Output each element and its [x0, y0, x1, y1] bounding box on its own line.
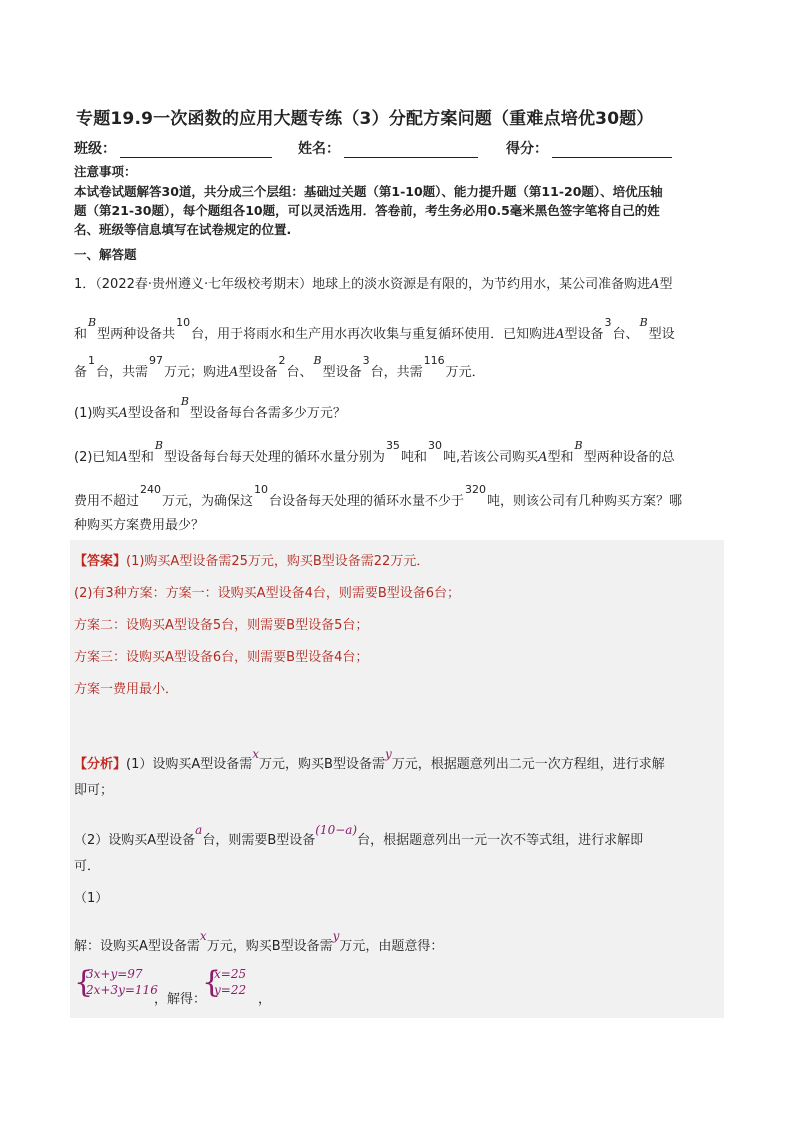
- question-text: 型和: [127, 450, 154, 465]
- solution-1: x=25: [214, 967, 247, 981]
- analysis-line: [74, 747, 665, 772]
- question-text: 型设备: [238, 365, 278, 380]
- class-blank[interactable]: [120, 143, 272, 158]
- question-text: 万元；购进: [164, 365, 230, 380]
- notes-body: [74, 182, 726, 239]
- question-text: 台，用于将雨水和生产用水再次收集与重复循环使用．已知购进: [191, 327, 556, 342]
- answer-text: (1)购买A型设备需25万元，购买B型设备需22万元．: [126, 554, 430, 569]
- question-text: 型和: [547, 450, 574, 465]
- math-number: 240: [140, 483, 162, 496]
- question-text: 1．（2022春·贵州遵义·七年级校考期末）地球上的淡水资源是有限的，为节约用水，某公司准备购进: [74, 277, 651, 292]
- analysis-text: 万元，购买B型设备需: [206, 939, 333, 954]
- equation-system: [74, 966, 374, 1006]
- math-number: 10: [176, 316, 191, 329]
- question-text: 备: [74, 365, 88, 380]
- question-text: (1)购买: [74, 406, 119, 421]
- notes-line: 本试卷试题解答30道，共分成三个层组：基础过关题（第1-10题）、能力提升题（第11-20题）、培优压轴: [74, 184, 663, 199]
- math-number: 1: [88, 354, 96, 367]
- math-var: y: [332, 929, 340, 943]
- solution-2: y=22: [214, 983, 247, 997]
- question-text: 和: [74, 327, 88, 342]
- math-var: B: [313, 354, 322, 367]
- math-number: 10: [254, 483, 269, 496]
- question-text: 万元，为确保这: [162, 494, 254, 509]
- analysis-line: [74, 929, 444, 954]
- analysis-text: 即可；: [74, 783, 114, 798]
- class-label: 班级：: [74, 141, 116, 157]
- notes-line: 名、班级等信息填写在试卷规定的位置.: [74, 222, 292, 237]
- math-number: 2: [278, 354, 286, 367]
- question-text: 型设备: [564, 327, 604, 342]
- question-text: 吨，则该公司有几种购买方案？哪: [487, 494, 683, 509]
- math-var: y: [384, 747, 392, 761]
- analysis-text: 解：设购买A型设备需: [74, 939, 200, 954]
- analysis-tag: 【分析】: [74, 757, 127, 772]
- section-heading: 一、解答题: [74, 247, 137, 262]
- student-info-fields: [74, 138, 724, 160]
- math-var: A: [650, 277, 660, 292]
- question-text: 吨和: [400, 450, 427, 465]
- question-line: 种购买方案费用最少？: [74, 518, 205, 533]
- question-text: 型设备每台各需多少万元？: [189, 406, 346, 421]
- question-text: 型两种设备共: [97, 327, 176, 342]
- question-text: 型两种设备的总: [583, 450, 675, 465]
- math-number: 97: [149, 354, 164, 367]
- math-number: 320: [465, 483, 487, 496]
- question-text: 台设备每天处理的循环水量不少于: [269, 494, 465, 509]
- math-var: A: [229, 365, 239, 380]
- analysis-text: (1）设购买A型设备需: [126, 757, 253, 772]
- question-text: 型设备: [322, 365, 362, 380]
- answer-line: 方案三：设购买A型设备6台，则需要B型设备4台；: [74, 650, 369, 665]
- question-text: 台、: [286, 365, 313, 380]
- notes-heading: 注意事项：: [74, 164, 137, 179]
- analysis-text: 台，则需要B型设备: [202, 833, 316, 848]
- math-expression: (10−a): [315, 823, 358, 837]
- analysis-text: （2）设购买A型设备: [74, 833, 196, 848]
- analysis-line: [74, 855, 100, 874]
- score-label: 得分：: [506, 141, 548, 157]
- name-field[interactable]: [298, 138, 478, 158]
- math-var: A: [118, 450, 128, 465]
- question-line: [74, 316, 726, 342]
- question-text: (2)已知: [74, 450, 119, 465]
- score-field[interactable]: [506, 138, 672, 158]
- math-number: 116: [423, 354, 445, 367]
- math-var: B: [154, 439, 163, 452]
- analysis-text: 台，根据题意列出一元一次不等式组，进行求解即: [357, 833, 644, 848]
- left-brace: {: [202, 965, 222, 1000]
- class-field[interactable]: [74, 138, 272, 158]
- answer-tag: 【答案】: [74, 554, 127, 569]
- solve-text: ，解得：: [154, 992, 207, 1007]
- question-text: 吨,若该公司购买: [442, 450, 539, 465]
- equation-1: 3x+y=97: [86, 967, 143, 981]
- question-text: 万元．: [445, 365, 485, 380]
- question-part-2: [74, 439, 726, 465]
- question-text: 台、: [612, 327, 639, 342]
- score-blank[interactable]: [552, 143, 672, 158]
- question-line: [74, 483, 726, 509]
- math-var: A: [555, 327, 565, 342]
- answer-line: (2)有3种方案：方案一：设购买A型设备4台，则需要B型设备6台；: [74, 586, 461, 601]
- math-var: B: [639, 316, 648, 329]
- equation-2: 2x+3y=116: [86, 983, 158, 997]
- analysis-line: [74, 779, 113, 798]
- end-punct: ，: [258, 992, 272, 1007]
- math-var: x: [252, 747, 260, 761]
- math-var: A: [118, 406, 128, 421]
- question-line: [74, 354, 726, 380]
- math-var: a: [195, 823, 203, 837]
- math-var: A: [538, 450, 548, 465]
- question-line: [74, 273, 726, 292]
- analysis-text: 万元，由题意得：: [339, 939, 444, 954]
- question-part-1: [74, 395, 726, 421]
- question-text: 型: [659, 277, 673, 292]
- left-brace: {: [74, 965, 94, 1000]
- math-number: 3: [362, 354, 370, 367]
- math-var: x: [199, 929, 207, 943]
- analysis-text: 万元，购买B型设备需: [259, 757, 385, 772]
- notes-line: 题（第21-30题），每个题组各10题，可以灵活选用．答卷前，考生务必用0.5毫米黑色签字笔将自己的姓: [74, 203, 660, 218]
- math-var: B: [88, 316, 97, 329]
- analysis-text: （1）: [74, 891, 109, 906]
- question-text: 费用不超过: [74, 494, 140, 509]
- answer-line: 方案一费用最小．: [74, 682, 179, 697]
- analysis-line: [74, 887, 108, 906]
- question-text: 型设备每台每天处理的循环水量分别为: [163, 450, 385, 465]
- math-number: 3: [604, 316, 612, 329]
- question-text: 台，共需: [96, 365, 149, 380]
- question-text: 型设备和: [127, 406, 180, 421]
- analysis-line: [74, 823, 644, 848]
- math-var: B: [574, 439, 583, 452]
- question-text: 型设: [648, 327, 675, 342]
- analysis-text: 万元，根据题意列出二元一次方程组，进行求解: [391, 757, 665, 772]
- answer-line: [74, 550, 429, 569]
- document-title: 专题19.9一次函数的应用大题专练（3）分配方案问题（重难点培优30题）: [76, 109, 654, 129]
- question-text: 台，共需: [370, 365, 423, 380]
- analysis-text: 可．: [74, 859, 101, 874]
- math-number: 35: [385, 439, 400, 452]
- math-number: 30: [427, 439, 442, 452]
- name-blank[interactable]: [344, 143, 478, 158]
- name-label: 姓名：: [298, 141, 340, 157]
- math-var: B: [180, 395, 189, 408]
- answer-line: 方案二：设购买A型设备5台，则需要B型设备5台；: [74, 618, 369, 633]
